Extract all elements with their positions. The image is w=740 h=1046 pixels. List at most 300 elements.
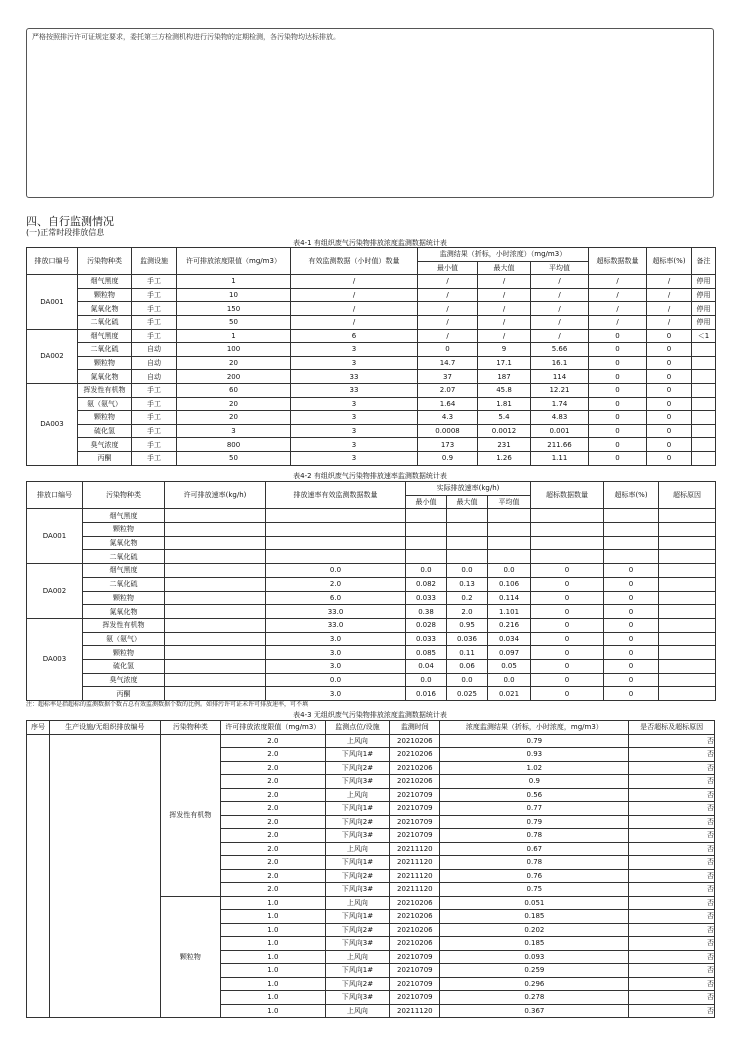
exceed-count-cell xyxy=(531,550,604,564)
exceed-count-cell: 0 xyxy=(589,438,647,452)
result-cell: 0.202 xyxy=(440,923,629,937)
avg-cell xyxy=(488,509,531,523)
exceed-count-cell: / xyxy=(589,315,647,329)
exceed-cell: 否 xyxy=(629,991,715,1005)
exceed-count-cell: 0 xyxy=(589,370,647,384)
min-cell: 0.028 xyxy=(406,618,447,632)
time-cell: 20211120 xyxy=(390,869,440,883)
avg-cell: 0.106 xyxy=(488,577,531,591)
exceed-rate-cell: 0 xyxy=(604,591,659,605)
remark-cell: 停用 xyxy=(692,315,716,329)
header-valid: 有效监测数据（小时值）数量 xyxy=(291,248,418,275)
valid-cell: 3 xyxy=(291,343,418,357)
limit-cell xyxy=(165,618,266,632)
time-cell: 20210709 xyxy=(390,991,440,1005)
exceed-cell: 否 xyxy=(629,802,715,816)
limit-cell: 1.0 xyxy=(221,923,325,937)
max-cell: 1.26 xyxy=(478,451,531,465)
box-text: 严格按照排污许可证规定要求，委托第三方检测机构进行污染物的定期检测，各污染物均达标排放。 xyxy=(32,33,340,41)
pollutant-cell: 二氧化硫 xyxy=(78,315,132,329)
header-pollutant: 污染物种类 xyxy=(160,721,221,735)
max-cell: 0.95 xyxy=(447,618,488,632)
limit-cell: 10 xyxy=(177,288,291,302)
exceed-count-cell: 0 xyxy=(531,591,604,605)
table-row xyxy=(27,536,716,550)
valid-cell: 3.0 xyxy=(266,646,406,660)
min-cell: / xyxy=(418,288,478,302)
facility-cell: 自动 xyxy=(132,370,177,384)
pollutant-cell: 氨（氨气） xyxy=(83,632,165,646)
min-cell: 0.38 xyxy=(406,605,447,619)
table-row xyxy=(27,659,716,673)
avg-cell: 0.0 xyxy=(488,673,531,687)
header-remark: 备注 xyxy=(692,248,716,275)
facility-cell: 自动 xyxy=(132,356,177,370)
pollutant-cell: 二氧化硫 xyxy=(78,343,132,357)
exceed-count-cell: 0 xyxy=(531,673,604,687)
limit-cell: 1.0 xyxy=(221,977,325,991)
avg-cell: 0.216 xyxy=(488,618,531,632)
exceed-rate-cell: 0 xyxy=(604,646,659,660)
pollutant-cell: 臭气浓度 xyxy=(78,438,132,452)
valid-cell: 6 xyxy=(291,329,418,343)
exceed-count-cell: 0 xyxy=(589,329,647,343)
pollutant-cell: 颗粒物 xyxy=(78,356,132,370)
valid-cell: 3 xyxy=(291,424,418,438)
min-cell xyxy=(406,509,447,523)
exceed-cell: 否 xyxy=(629,856,715,870)
exceed-rate-cell: 0 xyxy=(604,577,659,591)
min-cell: 2.07 xyxy=(418,383,478,397)
exceed-count-cell: 0 xyxy=(531,659,604,673)
min-cell: 0.082 xyxy=(406,577,447,591)
avg-cell: 0.0 xyxy=(488,564,531,578)
min-cell: 14.7 xyxy=(418,356,478,370)
remark-cell xyxy=(692,343,716,357)
time-cell: 20211120 xyxy=(390,842,440,856)
remark-cell xyxy=(692,451,716,465)
time-cell: 20211120 xyxy=(390,856,440,870)
exceed-count-cell: / xyxy=(589,275,647,289)
point-cell: 下风向1# xyxy=(325,802,390,816)
exceed-count-cell: / xyxy=(589,302,647,316)
limit-cell: 2.0 xyxy=(221,761,325,775)
pollutant-cell: 二氧化硫 xyxy=(83,550,165,564)
footnote: 注：超标率是指超标的监测数据个数占总有效监测数据个数的比例。如排污许可证未许可排放速率，可不填 xyxy=(26,701,309,708)
avg-cell: / xyxy=(531,329,589,343)
limit-cell xyxy=(165,509,266,523)
min-cell: 0.033 xyxy=(406,632,447,646)
header-actual: 实际排放速率(kg/h) xyxy=(406,482,531,496)
reason-cell xyxy=(659,605,716,619)
exceed-cell: 否 xyxy=(629,964,715,978)
max-cell: / xyxy=(478,288,531,302)
result-cell: 0.79 xyxy=(440,815,629,829)
limit-cell: 150 xyxy=(177,302,291,316)
limit-cell xyxy=(165,646,266,660)
min-cell: / xyxy=(418,302,478,316)
point-cell: 下风向1# xyxy=(325,910,390,924)
table-row xyxy=(27,451,716,465)
max-cell: 0.11 xyxy=(447,646,488,660)
limit-cell: 50 xyxy=(177,451,291,465)
table-row xyxy=(27,411,716,425)
table-organized-rate xyxy=(26,481,716,701)
text-box xyxy=(26,28,714,198)
facility-cell: 手工 xyxy=(132,315,177,329)
table-row xyxy=(27,550,716,564)
table-row xyxy=(27,509,716,523)
time-cell: 20210709 xyxy=(390,829,440,843)
pollutant-cell: 颗粒物 xyxy=(83,646,165,660)
facility-cell: 手工 xyxy=(132,411,177,425)
point-cell: 下风向2# xyxy=(325,977,390,991)
reason-cell xyxy=(659,509,716,523)
exceed-cell: 否 xyxy=(629,842,715,856)
avg-cell: 16.1 xyxy=(531,356,589,370)
time-cell: 20210709 xyxy=(390,977,440,991)
limit-cell: 20 xyxy=(177,411,291,425)
header-exceed-rate: 超标率(%) xyxy=(647,248,692,275)
limit-cell: 2.0 xyxy=(221,815,325,829)
limit-cell: 1.0 xyxy=(221,896,325,910)
max-cell: 0.036 xyxy=(447,632,488,646)
table-unorganized-concentration xyxy=(26,720,715,1018)
min-cell: / xyxy=(418,275,478,289)
pollutant-cell: 烟气黑度 xyxy=(83,564,165,578)
facility-cell: 手工 xyxy=(132,397,177,411)
remark-cell: ＜1 xyxy=(692,329,716,343)
table-row xyxy=(27,275,716,289)
result-cell: 0.259 xyxy=(440,964,629,978)
avg-cell: 4.83 xyxy=(531,411,589,425)
table-row xyxy=(27,605,716,619)
exceed-rate-cell: 0 xyxy=(647,383,692,397)
exceed-rate-cell: 0 xyxy=(647,438,692,452)
time-cell: 20210206 xyxy=(390,937,440,951)
max-cell: 0.025 xyxy=(447,687,488,701)
exceed-cell: 否 xyxy=(629,734,715,748)
header-max: 最大值 xyxy=(447,495,488,509)
limit-cell: 100 xyxy=(177,343,291,357)
pollutant-cell: 氨（氨气） xyxy=(78,397,132,411)
result-cell: 0.093 xyxy=(440,950,629,964)
avg-cell: 5.66 xyxy=(531,343,589,357)
header-outlet: 排放口编号 xyxy=(27,248,78,275)
header-limit: 许可排放速率(kg/h) xyxy=(165,482,266,509)
pollutant-cell: 颗粒物 xyxy=(83,523,165,537)
result-cell: 0.367 xyxy=(440,1004,629,1018)
limit-cell: 2.0 xyxy=(221,788,325,802)
exceed-cell: 否 xyxy=(629,1004,715,1018)
time-cell: 20210206 xyxy=(390,923,440,937)
valid-cell: 3.0 xyxy=(266,659,406,673)
point-cell: 上风向 xyxy=(325,1004,390,1018)
exceed-count-cell: / xyxy=(589,288,647,302)
header-pollutant: 污染物种类 xyxy=(78,248,132,275)
max-cell: 0.2 xyxy=(447,591,488,605)
result-cell: 0.77 xyxy=(440,802,629,816)
result-cell: 0.296 xyxy=(440,977,629,991)
remark-cell xyxy=(692,411,716,425)
exceed-rate-cell: / xyxy=(647,315,692,329)
outlet-cell: DA001 xyxy=(27,509,83,564)
exceed-rate-cell xyxy=(604,523,659,537)
time-cell: 20210709 xyxy=(390,950,440,964)
time-cell: 20210709 xyxy=(390,964,440,978)
point-cell: 上风向 xyxy=(325,896,390,910)
header-exceed: 是否超标及超标原因 xyxy=(629,721,715,735)
table-row xyxy=(27,618,716,632)
pollutant-cell: 烟气黑度 xyxy=(78,275,132,289)
limit-cell: 2.0 xyxy=(221,775,325,789)
limit-cell: 2.0 xyxy=(221,883,325,897)
exceed-rate-cell: 0 xyxy=(647,370,692,384)
limit-cell: 3 xyxy=(177,424,291,438)
pollutant-cell: 硫化氢 xyxy=(83,659,165,673)
max-cell xyxy=(447,509,488,523)
section-title: 四、自行监测情况 xyxy=(26,215,114,228)
header-exceed-count: 超标数据数量 xyxy=(589,248,647,275)
header-min: 最小值 xyxy=(418,261,478,275)
remark-cell xyxy=(692,424,716,438)
header-pollutant: 污染物种类 xyxy=(83,482,165,509)
valid-cell xyxy=(266,550,406,564)
header-exceed-count: 超标数据数量 xyxy=(531,482,604,509)
header-limit: 许可排放浓度限值（mg/m3） xyxy=(177,248,291,275)
point-cell: 下风向1# xyxy=(325,964,390,978)
min-cell: 173 xyxy=(418,438,478,452)
reason-cell xyxy=(659,618,716,632)
result-cell: 0.185 xyxy=(440,937,629,951)
avg-cell xyxy=(488,536,531,550)
avg-cell: 1.74 xyxy=(531,397,589,411)
pollutant-cell: 臭气浓度 xyxy=(83,673,165,687)
outlet-cell: DA001 xyxy=(27,275,78,329)
exceed-rate-cell xyxy=(604,509,659,523)
valid-cell: 33 xyxy=(291,370,418,384)
pollutant-cell: 烟气黑度 xyxy=(78,329,132,343)
exceed-cell: 否 xyxy=(629,923,715,937)
max-cell: / xyxy=(478,302,531,316)
max-cell: / xyxy=(478,275,531,289)
time-cell: 20210206 xyxy=(390,775,440,789)
facility-cell: 手工 xyxy=(132,329,177,343)
exceed-rate-cell: 0 xyxy=(647,329,692,343)
facility-cell: 手工 xyxy=(132,451,177,465)
valid-cell: 3 xyxy=(291,451,418,465)
avg-cell: 0.05 xyxy=(488,659,531,673)
header-min: 最小值 xyxy=(406,495,447,509)
pollutant-cell: 挥发性有机物 xyxy=(83,618,165,632)
reason-cell xyxy=(659,577,716,591)
max-cell xyxy=(447,550,488,564)
avg-cell: 12.21 xyxy=(531,383,589,397)
pollutant-cell: 颗粒物 xyxy=(78,288,132,302)
exceed-count-cell: 0 xyxy=(531,632,604,646)
avg-cell: 0.034 xyxy=(488,632,531,646)
point-cell: 下风向3# xyxy=(325,991,390,1005)
remark-cell xyxy=(692,397,716,411)
table-row xyxy=(27,424,716,438)
pollutant-cell: 挥发性有机物 xyxy=(160,734,221,896)
reason-cell xyxy=(659,550,716,564)
avg-cell: / xyxy=(531,288,589,302)
table-organized-concentration xyxy=(26,247,716,466)
exceed-rate-cell: 0 xyxy=(604,687,659,701)
exceed-rate-cell: 0 xyxy=(647,451,692,465)
max-cell: / xyxy=(478,315,531,329)
limit-cell: 800 xyxy=(177,438,291,452)
exceed-count-cell: 0 xyxy=(589,383,647,397)
exceed-rate-cell: 0 xyxy=(647,356,692,370)
exceed-rate-cell: 0 xyxy=(647,411,692,425)
limit-cell: 1.0 xyxy=(221,1004,325,1018)
valid-cell xyxy=(266,536,406,550)
limit-cell xyxy=(165,632,266,646)
result-cell: 0.185 xyxy=(440,910,629,924)
exceed-count-cell: 0 xyxy=(531,646,604,660)
max-cell: 1.81 xyxy=(478,397,531,411)
exceed-rate-cell: 0 xyxy=(647,424,692,438)
avg-cell: 1.11 xyxy=(531,451,589,465)
pollutant-cell: 硫化氢 xyxy=(78,424,132,438)
exceed-cell: 否 xyxy=(629,896,715,910)
time-cell: 20211120 xyxy=(390,1004,440,1018)
facility-cell: 自动 xyxy=(132,343,177,357)
exceed-rate-cell: 0 xyxy=(647,397,692,411)
avg-cell xyxy=(488,550,531,564)
reason-cell xyxy=(659,659,716,673)
point-cell: 上风向 xyxy=(325,950,390,964)
valid-cell: 3 xyxy=(291,438,418,452)
time-cell: 20210709 xyxy=(390,815,440,829)
result-cell: 0.9 xyxy=(440,775,629,789)
valid-cell: 0.0 xyxy=(266,564,406,578)
avg-cell: / xyxy=(531,315,589,329)
pollutant-cell: 挥发性有机物 xyxy=(78,383,132,397)
valid-cell xyxy=(266,523,406,537)
header-max: 最大值 xyxy=(478,261,531,275)
min-cell: 4.3 xyxy=(418,411,478,425)
table-row xyxy=(27,591,716,605)
limit-cell: 1 xyxy=(177,275,291,289)
facility-cell: 手工 xyxy=(132,438,177,452)
exceed-cell: 否 xyxy=(629,977,715,991)
header-result: 监测结果（折标，小时浓度）（mg/m3） xyxy=(418,248,589,262)
min-cell: 0.9 xyxy=(418,451,478,465)
avg-cell: 114 xyxy=(531,370,589,384)
limit-cell xyxy=(165,523,266,537)
result-cell: 0.75 xyxy=(440,883,629,897)
max-cell: 187 xyxy=(478,370,531,384)
facility-cell: 手工 xyxy=(132,288,177,302)
valid-cell xyxy=(266,509,406,523)
exceed-rate-cell: 0 xyxy=(604,673,659,687)
remark-cell xyxy=(692,438,716,452)
exceed-rate-cell: 0 xyxy=(604,632,659,646)
table-row xyxy=(27,564,716,578)
valid-cell: 2.0 xyxy=(266,577,406,591)
result-cell: 0.79 xyxy=(440,734,629,748)
avg-cell: 0.097 xyxy=(488,646,531,660)
limit-cell xyxy=(165,577,266,591)
table-row xyxy=(27,397,716,411)
pollutant-cell: 烟气黑度 xyxy=(83,509,165,523)
header-avg: 平均值 xyxy=(488,495,531,509)
time-cell: 20210709 xyxy=(390,788,440,802)
table-row xyxy=(27,370,716,384)
exceed-cell: 否 xyxy=(629,788,715,802)
exceed-count-cell: 0 xyxy=(531,618,604,632)
exceed-count-cell: 0 xyxy=(589,397,647,411)
limit-cell xyxy=(165,536,266,550)
valid-cell: 3 xyxy=(291,411,418,425)
limit-cell: 2.0 xyxy=(221,802,325,816)
limit-cell: 2.0 xyxy=(221,842,325,856)
min-cell: 0.0 xyxy=(406,564,447,578)
header-time: 监测时间 xyxy=(390,721,440,735)
valid-cell: 3.0 xyxy=(266,632,406,646)
pollutant-cell: 颗粒物 xyxy=(83,591,165,605)
table-row xyxy=(27,383,716,397)
seq-cell xyxy=(27,734,50,1018)
limit-cell: 1.0 xyxy=(221,991,325,1005)
table2-caption: 表4-2 有组织废气污染物排放速率监测数据统计表 xyxy=(293,472,447,480)
avg-cell: 0.114 xyxy=(488,591,531,605)
valid-cell: 3.0 xyxy=(266,687,406,701)
time-cell: 20210206 xyxy=(390,761,440,775)
result-cell: 0.278 xyxy=(440,991,629,1005)
avg-cell: / xyxy=(531,275,589,289)
point-cell: 上风向 xyxy=(325,734,390,748)
facility-cell: 手工 xyxy=(132,275,177,289)
max-cell: 0.0012 xyxy=(478,424,531,438)
time-cell: 20210206 xyxy=(390,748,440,762)
exceed-cell: 否 xyxy=(629,883,715,897)
max-cell xyxy=(447,523,488,537)
table-row xyxy=(27,646,716,660)
header-outlet: 排放口编号 xyxy=(27,482,83,509)
min-cell: 0 xyxy=(418,343,478,357)
limit-cell: 50 xyxy=(177,315,291,329)
min-cell: 1.64 xyxy=(418,397,478,411)
max-cell: 17.1 xyxy=(478,356,531,370)
max-cell: 231 xyxy=(478,438,531,452)
valid-cell: 3 xyxy=(291,397,418,411)
header-limit: 许可排放浓度限值（mg/m3） xyxy=(221,721,325,735)
facility-cell: 手工 xyxy=(132,383,177,397)
reason-cell xyxy=(659,632,716,646)
exceed-rate-cell: 0 xyxy=(604,618,659,632)
exceed-rate-cell: / xyxy=(647,288,692,302)
remark-cell: 停用 xyxy=(692,302,716,316)
outlet-cell: DA002 xyxy=(27,564,83,619)
table-row xyxy=(27,302,716,316)
result-cell: 0.78 xyxy=(440,829,629,843)
limit-cell xyxy=(165,564,266,578)
valid-cell: / xyxy=(291,302,418,316)
remark-cell: 停用 xyxy=(692,288,716,302)
time-cell: 20211120 xyxy=(390,883,440,897)
exceed-cell: 否 xyxy=(629,748,715,762)
table1-caption: 表4-1 有组织废气污染物排放浓度监测数据统计表 xyxy=(293,239,447,247)
point-cell: 下风向1# xyxy=(325,748,390,762)
table-row xyxy=(27,356,716,370)
limit-cell: 20 xyxy=(177,356,291,370)
exceed-count-cell xyxy=(531,536,604,550)
avg-cell: 0.001 xyxy=(531,424,589,438)
